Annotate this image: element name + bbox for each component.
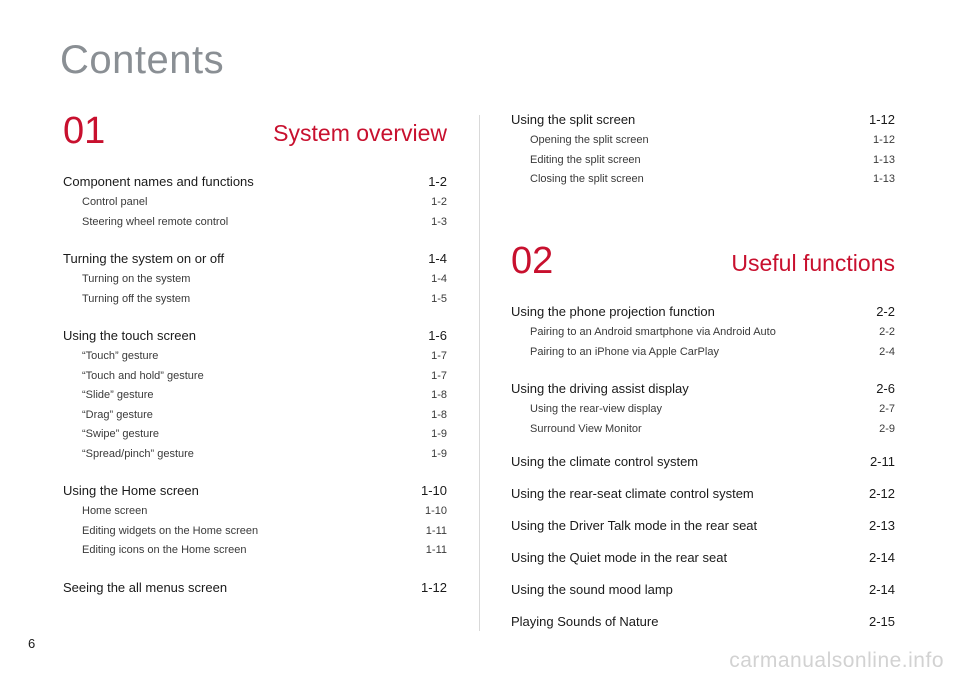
toc-section-row[interactable]: [63, 580, 447, 600]
toc-entry-title: Editing icons on the Home screen: [82, 544, 247, 556]
toc-section-title: Playing Sounds of Nature: [511, 614, 659, 629]
toc-entry[interactable]: [63, 389, 447, 409]
toc-section-title: Using the sound mood lamp: [511, 582, 673, 597]
toc-section-row[interactable]: [511, 112, 895, 132]
toc-section-title: Seeing the all menus screen: [63, 579, 228, 595]
toc-section[interactable]: [511, 486, 895, 506]
toc-section-row[interactable]: [511, 518, 895, 538]
toc-entry[interactable]: [511, 423, 895, 443]
toc-entry-title: Control panel: [82, 196, 148, 208]
toc-entry-title: “Swipe” gesture: [82, 428, 160, 440]
toc-entry[interactable]: [511, 346, 895, 366]
toc-entry-title: Turning on the system: [82, 273, 191, 285]
toc-section[interactable]: [511, 582, 895, 602]
toc-section-page: 1-4: [428, 251, 447, 266]
toc-entry-page: 1-7: [431, 350, 447, 362]
toc-section[interactable]: [63, 174, 447, 235]
toc-section-page: 2-13: [868, 518, 895, 533]
toc-section-page: 2-12: [868, 486, 895, 501]
toc-entry[interactable]: [511, 403, 895, 423]
toc-entry-page: 1-4: [431, 273, 447, 285]
toc-entry-page: 2-7: [879, 403, 895, 415]
watermark: carmanualsonline.info: [729, 649, 944, 672]
toc-entry-page: 2-9: [879, 422, 895, 435]
toc-entry[interactable]: [63, 544, 447, 564]
toc-section[interactable]: [511, 518, 895, 538]
toc-entry-title: Turning off the system: [82, 292, 191, 305]
toc-section-page: 2-15: [868, 614, 895, 629]
toc-section-row[interactable]: [511, 381, 895, 401]
toc-entry[interactable]: [63, 350, 447, 370]
toc-section-title: Using the split screen: [511, 112, 636, 127]
toc-section-row[interactable]: [63, 251, 447, 271]
toc-section[interactable]: [511, 381, 895, 442]
toc-section[interactable]: [511, 454, 895, 474]
toc-section-title: Using the phone projection function: [511, 304, 715, 319]
toc-entry-page: 1-11: [425, 524, 447, 537]
toc-entry[interactable]: [63, 409, 447, 429]
toc-section-title: Using the driving assist display: [511, 381, 689, 396]
toc-section-page: 2-14: [868, 550, 895, 565]
chapter-header: [63, 112, 447, 160]
toc-entry-title: Pairing to an Android smartphone via Android Auto: [530, 326, 776, 338]
toc-entry-page: 1-9: [431, 447, 447, 460]
toc-section-page: 2-14: [868, 582, 895, 597]
toc-section-row[interactable]: [511, 582, 895, 602]
toc-entry-page: 1-7: [431, 369, 447, 382]
toc-section-row[interactable]: [511, 454, 895, 474]
toc-entry-title: “Slide” gesture: [82, 389, 154, 401]
toc-entry[interactable]: [63, 448, 447, 468]
toc-entry[interactable]: [63, 525, 447, 545]
toc-entry-title: Steering wheel remote control: [82, 215, 229, 228]
toc-section[interactable]: [63, 328, 447, 467]
toc-entry[interactable]: [63, 273, 447, 293]
toc-entry-title: Home screen: [82, 505, 148, 517]
toc-entry[interactable]: [511, 154, 895, 174]
toc-entry[interactable]: [63, 505, 447, 525]
chapter-01: [63, 112, 447, 600]
toc-section-title: Using the Home screen: [63, 483, 199, 498]
toc-section-page: 1-12: [868, 112, 895, 127]
toc-section-title: Turning the system on or off: [63, 251, 225, 266]
chapter-number: 02: [511, 240, 554, 282]
toc-section-page: 1-12: [420, 579, 447, 595]
toc-entry-page: 1-8: [431, 389, 447, 401]
toc-entry-title: “Spread/pinch” gesture: [82, 447, 194, 460]
toc-entry-page: 2-2: [879, 326, 895, 338]
toc-entry-page: 1-11: [425, 544, 447, 556]
toc-section-page: 1-2: [428, 174, 447, 189]
toc-entry[interactable]: [63, 293, 447, 313]
toc-section-page: 1-6: [428, 328, 447, 343]
toc-section[interactable]: [511, 550, 895, 570]
toc-entry-page: 1-5: [431, 292, 447, 305]
chapter-title: System overview: [273, 120, 447, 146]
page-title: Contents: [60, 38, 225, 82]
chapter-header: [511, 242, 895, 290]
toc-section-title: Using the Quiet mode in the rear seat: [511, 550, 728, 565]
toc-entry-page: 1-12: [872, 134, 895, 146]
toc-entry-page: 1-9: [431, 428, 447, 440]
toc-entry-page: 2-4: [879, 345, 895, 358]
toc-section-title: Using the Driver Talk mode in the rear seat: [511, 518, 758, 533]
toc-entry-title: Editing widgets on the Home screen: [82, 524, 259, 537]
toc-section-row[interactable]: [511, 304, 895, 324]
toc-section[interactable]: [511, 614, 895, 634]
toc-section-row[interactable]: [511, 614, 895, 634]
toc-section-page: 2-11: [869, 454, 895, 469]
chapter-02: [511, 242, 895, 634]
toc-section-title: Using the touch screen: [63, 328, 196, 343]
toc-entry-page: 1-13: [872, 153, 895, 166]
toc-section[interactable]: [511, 112, 895, 193]
chapter-title: Useful functions: [731, 250, 895, 276]
toc-entry-page: 1-13: [872, 173, 895, 185]
toc-entry-title: Opening the split screen: [530, 134, 649, 146]
toc-section[interactable]: [63, 251, 447, 312]
toc-entry[interactable]: [511, 326, 895, 346]
toc-entry-title: Pairing to an iPhone via Apple CarPlay: [530, 345, 719, 358]
toc-section-row[interactable]: [511, 486, 895, 506]
toc-entry[interactable]: [63, 370, 447, 390]
column-divider: [479, 115, 480, 631]
toc-section-title: Using the rear-seat climate control system: [511, 486, 754, 501]
toc-entry-page: 1-2: [431, 196, 447, 208]
toc-entry[interactable]: [511, 134, 895, 154]
toc-entry-title: “Drag” gesture: [82, 408, 153, 421]
toc-section-page: 2-2: [876, 304, 895, 319]
toc-section-title: Using the climate control system: [511, 454, 699, 469]
toc-section[interactable]: [63, 483, 447, 564]
toc-entry-title: Editing the split screen: [530, 153, 641, 166]
toc-section[interactable]: [511, 304, 895, 365]
toc-section-page: 2-6: [876, 381, 895, 396]
toc-section-page: 1-10: [420, 483, 447, 498]
toc-entry[interactable]: [511, 173, 895, 193]
toc-entry-title: Surround View Monitor: [530, 422, 642, 435]
toc-section-row[interactable]: [63, 174, 447, 194]
toc-entry-title: “Touch and hold” gesture: [82, 369, 204, 382]
toc-entry-page: 1-8: [431, 408, 447, 421]
toc-section-row[interactable]: [63, 483, 447, 503]
toc-entry-title: Closing the split screen: [530, 173, 644, 185]
chapter-number: 01: [63, 110, 106, 152]
toc-entry-title: “Touch” gesture: [82, 350, 159, 362]
toc-entry[interactable]: [63, 216, 447, 236]
toc-entry[interactable]: [63, 428, 447, 448]
toc-entry-title: Using the rear-view display: [530, 403, 663, 415]
toc-entry-page: 1-10: [424, 505, 447, 517]
page-number: 6: [28, 636, 36, 651]
toc-section-row[interactable]: [511, 550, 895, 570]
toc-section-row[interactable]: [63, 328, 447, 348]
toc-section[interactable]: [63, 580, 447, 600]
toc-entry[interactable]: [63, 196, 447, 216]
chapter-01-continued: [511, 112, 895, 193]
toc-entry-page: 1-3: [431, 215, 447, 228]
toc-section-title: Component names and functions: [63, 174, 254, 189]
